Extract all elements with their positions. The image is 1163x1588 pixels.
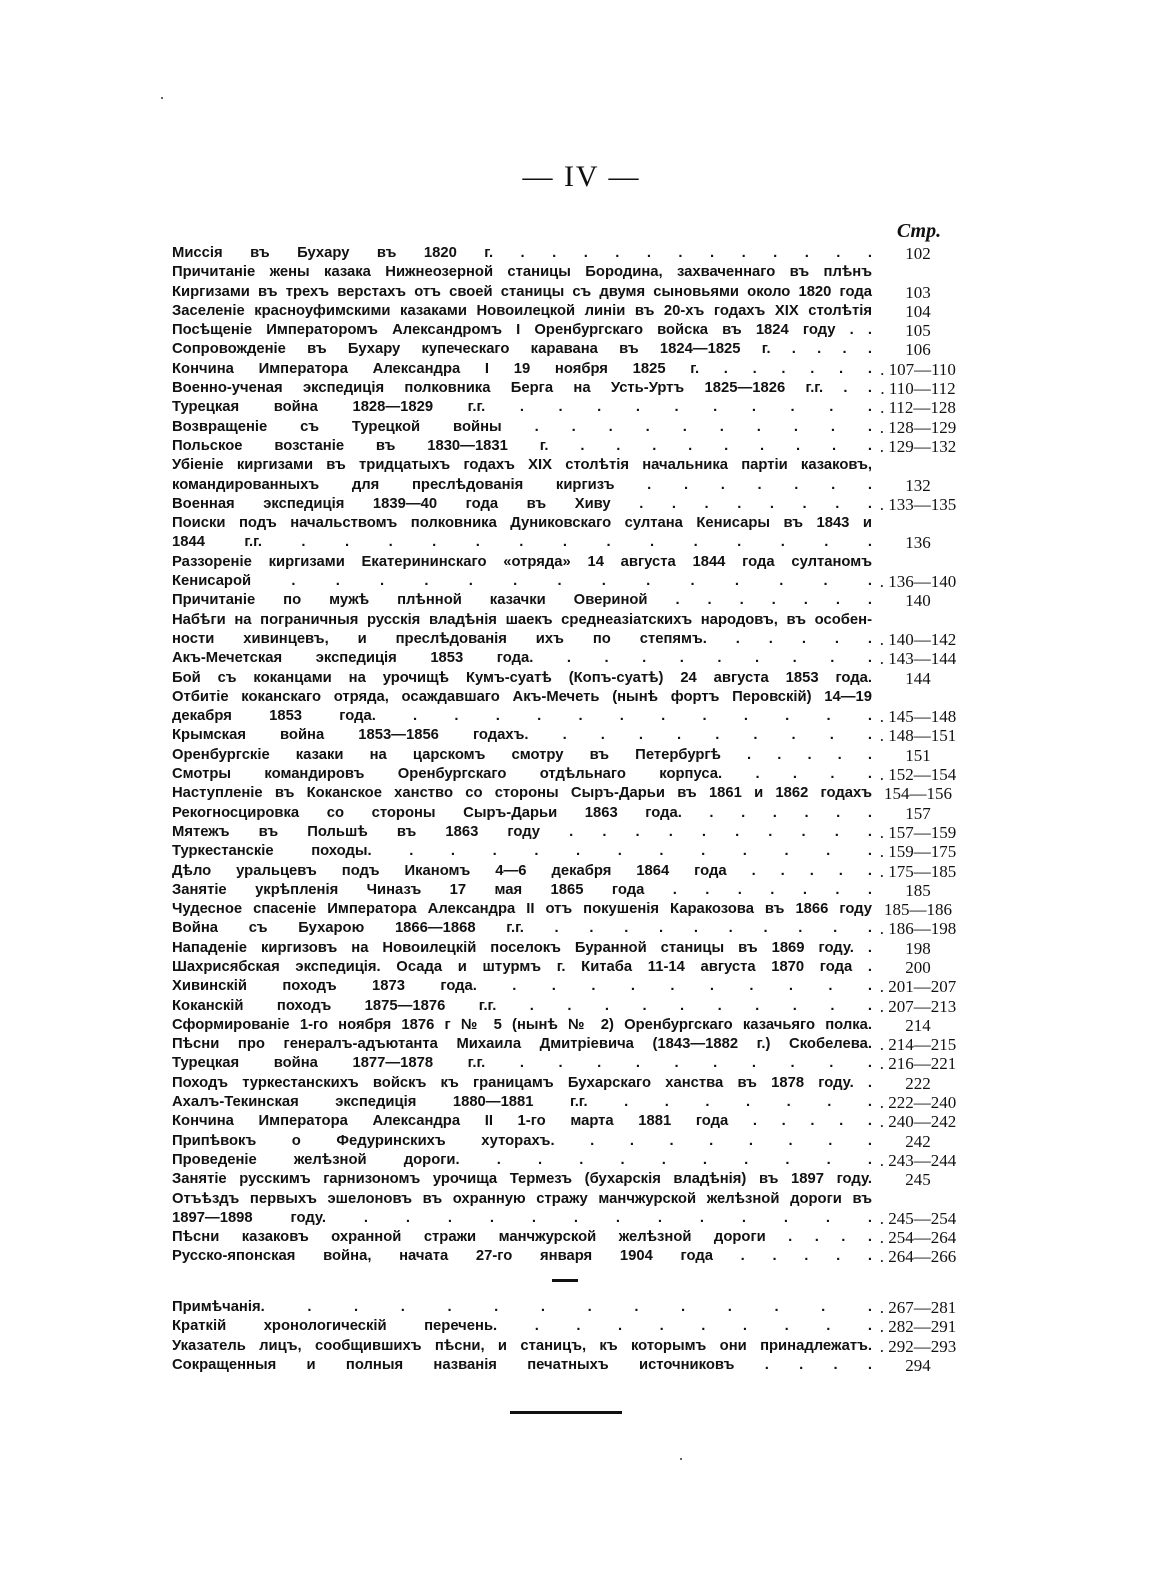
toc-entry-page: 132: [905, 475, 931, 495]
toc-entry-title: Проведеніе желѣзной дороги. . . . . . . . . . .: [172, 1151, 872, 1168]
toc-entry-page: . 282—291: [879, 1317, 957, 1337]
toc-entry: [172, 1317, 964, 1336]
toc-entry-page: . 148—151: [879, 726, 957, 746]
toc-entry-title: Коканскій походъ 1875—1876 г.г. . . . . . . . . . .: [172, 997, 872, 1014]
toc-entry-page: . 175—185: [879, 861, 957, 881]
toc-entry-page: . 133—135: [879, 494, 957, 514]
toc-entry-title: Заселеніе красноуфимскими казаками Новоилецкой линіи въ 20-хъ годахъ XIX столѣтія: [172, 302, 872, 319]
toc-entry: [172, 900, 964, 919]
toc-entry-title: Шахрисябская экспедиція. Осада и штурмъ г. Китаба 11-14 августа 1870 года .: [172, 958, 872, 975]
page-column-header: Стр.: [896, 220, 942, 242]
toc-entry-page: 154—156: [884, 784, 952, 804]
toc-entry-page: . 129—132: [879, 436, 957, 456]
toc-entry-page: 104: [905, 301, 931, 321]
toc-entry-title: Причитаніе жены казака Нижнеозерной станицы Бородина, захваченнаго въ плѣнъ: [172, 264, 872, 281]
toc-entry-title: Указатель лицъ, сообщившихъ пѣсни, и станицъ, къ которымъ они принадлежатъ.: [172, 1337, 872, 1354]
toc-entry: [172, 842, 964, 861]
toc-entry-page: 105: [905, 321, 931, 341]
toc-entry-title: ности хивинцевъ, и преслѣдованія ихъ по степямъ. . . . . .: [172, 630, 872, 647]
toc-entry: [172, 263, 964, 282]
speck-mark: [161, 97, 163, 99]
toc-entry-page: 140: [905, 591, 931, 611]
toc-entry-page: . 245—254: [879, 1208, 957, 1228]
toc-entry-title: Походъ туркестанскихъ войскъ къ границамъ Бухарскаго ханства въ 1878 году. .: [172, 1074, 872, 1091]
toc-entry-title: Бой съ коканцами на урочищѣ Кумъ-суатѣ (Копъ-суатѣ) 24 августа 1853 года.: [172, 669, 872, 686]
toc-entry-page: . 240—242: [879, 1112, 957, 1132]
toc-entry-title: Отъѣздъ первыхъ эшелоновъ въ охранную стражу манчжурской желѣзной дороги въ: [172, 1190, 872, 1207]
toc-entry: [172, 1093, 964, 1112]
toc-entry: [172, 1112, 964, 1131]
toc-entry-title: Сокращенныя и полныя названія печатныхъ источниковъ . . . .: [172, 1356, 872, 1373]
toc-entry-title: Русско-японская война, начата 27-го января 1904 года . . . . .: [172, 1248, 872, 1265]
toc-entry: [172, 823, 964, 842]
toc-entry-title: Туркестанскіе походы. . . . . . . . . . . . .: [172, 843, 872, 860]
toc-entry-title: Нападеніе киргизовъ на Новоилецкій поселокъ Буранной станицы въ 1869 году. .: [172, 939, 872, 956]
toc-entry-page: . 110—112: [880, 379, 956, 399]
toc-entry-page: . 243—244: [879, 1150, 957, 1170]
toc-entry: [172, 553, 964, 572]
toc-entry: [172, 1035, 964, 1054]
toc-entry-title: Пѣсни казаковъ охранной стражи манчжурской желѣзной дороги . . . .: [172, 1229, 872, 1246]
toc-entry: [172, 321, 964, 340]
page-number: — IV —: [522, 160, 641, 193]
toc-entry-title: Сформированіе 1-го ноября 1876 г № 5 (нынѣ № 2) Оренбургскаго казачьяго полка.: [172, 1016, 872, 1033]
toc-entry-title: декабря 1853 года. . . . . . . . . . . . .: [172, 708, 872, 725]
toc-entry-title: Киргизами въ трехъ верстахъ отъ своей станицы съ двумя сыновьями около 1820 года: [172, 283, 872, 300]
toc-entry-title: Смотры командировъ Оренбургскаго отдѣльнаго корпуса. . . . .: [172, 766, 872, 783]
toc-entry-page: . 186—198: [879, 919, 957, 939]
toc-entry: [172, 765, 964, 784]
toc-entry-title: Кончина Императора Александра I 19 ноября 1825 г. . . . . . .: [172, 360, 872, 377]
toc-entry-title: Убіеніе киргизами въ тридцатыхъ годахъ XIX столѣтія начальника партіи казаковъ,: [172, 457, 872, 474]
toc-entry: [172, 1356, 964, 1375]
toc-entry-title: Крымская война 1853—1856 годахъ. . . . . . . . . .: [172, 727, 872, 744]
toc-entry-page: 294: [905, 1355, 931, 1375]
toc-entry-title: Посѣщеніе Императоромъ Александромъ I Оренбургскаго войска въ 1824 году . .: [172, 322, 872, 339]
toc-entry-page: 185: [905, 880, 931, 900]
toc-entry: [172, 495, 964, 514]
toc-entry: [172, 977, 964, 996]
toc-entry: [172, 283, 964, 302]
toc-entry-title: Раззореніе киргизами Екатерининскаго «отряда» 14 августа 1844 года султаномъ: [172, 553, 872, 570]
toc-entry-title: Польское возстаніе въ 1830—1831 г. . . . . . . . . .: [172, 437, 872, 454]
toc-entry-page: . 107—110: [880, 359, 956, 379]
toc-entry-title: Ахалъ-Текинская экспедиція 1880—1881 г.г. . . . . . . .: [172, 1094, 872, 1111]
toc-entry-page: 106: [905, 340, 931, 360]
toc-entry-page: . 157—159: [879, 822, 957, 842]
toc-entry: [172, 1074, 964, 1093]
toc-entry-page: 157: [905, 803, 931, 823]
toc-entry: [172, 726, 964, 745]
toc-entry-page: . 264—266: [879, 1247, 957, 1267]
toc-entry-title: Военная экспедиція 1839—40 года въ Хиву . . . . . . . .: [172, 495, 872, 512]
toc-entry: [172, 881, 964, 900]
toc-entry-page: . 159—175: [879, 842, 957, 862]
toc-entry-page: 136: [905, 533, 931, 553]
toc-entry: [172, 379, 964, 398]
toc-entry-title: командированныхъ для преслѣдованія киргизъ . . . . . . .: [172, 476, 872, 493]
toc-entry-title: Рекогносцировка со стороны Сыръ-Дарьи 1863 года. . . . . . .: [172, 804, 872, 821]
toc-entry: [172, 1016, 964, 1035]
toc-entry: [172, 1209, 964, 1228]
toc-entry-title: Мятежъ въ Польшѣ въ 1863 году . . . . . . . . . .: [172, 823, 872, 840]
toc-entry: [172, 958, 964, 977]
toc-entry-title: Сопровожденіе въ Бухару купеческаго каравана въ 1824—1825 г. . . . .: [172, 341, 872, 358]
toc-entry: [172, 1170, 964, 1189]
toc-entry-title: Военно-ученая экспедиція полковника Берга на Усть-Уртъ 1825—1826 г.г. . .: [172, 380, 872, 397]
toc-entry: [172, 1151, 964, 1170]
section-divider: [552, 1279, 578, 1282]
toc-entry-title: Возвращеніе съ Турецкой войны . . . . . . . . . .: [172, 418, 872, 435]
toc-entry-title: 1844 г.г. . . . . . . . . . . . . . .: [172, 534, 872, 551]
toc-entry: [172, 244, 964, 263]
toc-entry-title: Пѣсни про генералъ-адъютанта Михаила Дмитріевича (1843—1882 г.) Скобелева.: [172, 1036, 872, 1053]
toc-entry-title: Кенисарой . . . . . . . . . . . . . .: [172, 573, 872, 590]
toc-entry-title: Причитаніе по мужѣ плѣнной казачки Овериной . . . . . . .: [172, 592, 872, 609]
toc-entry-title: Дѣло уральцевъ подъ Иканомъ 4—6 декабря 1864 года . . . . .: [172, 862, 872, 879]
toc-entry-page: . 140—142: [879, 629, 957, 649]
toc-entry: [172, 939, 964, 958]
toc-entry: [172, 418, 964, 437]
toc-entry-title: Война съ Бухарою 1866—1868 г.г. . . . . . . . . . .: [172, 920, 872, 937]
toc-entry-page: . 214—215: [879, 1035, 957, 1055]
toc-entry-title: 1897—1898 году. . . . . . . . . . . . . .: [172, 1209, 872, 1226]
toc-entry: [172, 1190, 964, 1209]
toc-entry: [172, 707, 964, 726]
toc-entry-page: . 143—144: [879, 649, 957, 669]
toc-entry: [172, 1228, 964, 1247]
toc-entry-page: . 267—281: [879, 1298, 957, 1317]
toc-entry: [172, 630, 964, 649]
toc-entry: [172, 919, 964, 938]
toc-entry-page: . 292—293: [879, 1336, 957, 1356]
speck-mark: [680, 1458, 682, 1460]
toc-entry: [172, 302, 964, 321]
toc-entry-title: Турецкая война 1828—1829 г.г. . . . . . . . . . .: [172, 399, 872, 416]
toc-entry: [172, 1298, 964, 1317]
toc-entry: [172, 514, 964, 533]
toc-entry-page: 222: [905, 1073, 931, 1093]
toc-entry-page: . 152—154: [879, 765, 957, 785]
toc-entry: [172, 1054, 964, 1073]
toc-entry: [172, 437, 964, 456]
toc-entry-page: 144: [905, 668, 931, 688]
toc-entry-title: Турецкая война 1877—1878 г.г. . . . . . . . . . .: [172, 1055, 872, 1072]
toc-entry-title: Миссія въ Бухару въ 1820 г. . . . . . . . . . . . .: [172, 245, 872, 261]
toc-entry-page: . 222—240: [879, 1093, 957, 1113]
toc-entry-page: 214: [905, 1015, 931, 1035]
toc-entry-title: Краткій хронологическій перечень. . . . . . . . . .: [172, 1318, 872, 1335]
toc-entry-page: . 112—128: [880, 398, 956, 418]
toc-entry-page: 185—186: [884, 900, 952, 920]
toc-entry-title: Поиски подъ начальствомъ полковника Дуниковскаго султана Кенисары въ 1843 и: [172, 515, 872, 532]
toc-entry-title: Набѣги на пограничныя русскія владѣнія шаекъ среднеазіатскихъ народовъ, въ особен-: [172, 611, 872, 628]
toc-entry: [172, 804, 964, 823]
toc-entry: [172, 476, 964, 495]
toc-entry: [172, 1132, 964, 1151]
toc-entry-page: 102: [905, 244, 931, 263]
toc-entry-page: 245: [905, 1170, 931, 1190]
toc-entry: [172, 746, 964, 765]
toc-entry-page: . 145—148: [879, 707, 957, 727]
toc-entry: [172, 456, 964, 475]
toc-entry: [172, 997, 964, 1016]
toc-entry-title: Хивинскій походъ 1873 года. . . . . . . . . . .: [172, 978, 872, 995]
toc-entry-page: 200: [905, 957, 931, 977]
toc-entry: [172, 784, 964, 803]
toc-entry-title: Отбитіе коканскаго отряда, осаждавшаго Акъ-Мечеть (нынѣ фортъ Перовскій) 14—19: [172, 688, 872, 705]
toc-entry-title: Оренбургскіе казаки на царскомъ смотру въ Петербургѣ . . . . .: [172, 746, 872, 763]
toc-entry-page: . 254—264: [879, 1228, 957, 1248]
toc-entry-page: . 128—129: [879, 417, 957, 437]
toc-entry-title: Занятіе укрѣпленія Чиназъ 17 мая 1865 года . . . . . . .: [172, 881, 872, 898]
toc-entry: [172, 591, 964, 610]
toc-entry: [172, 1247, 964, 1266]
toc-entry-page: 103: [905, 282, 931, 302]
toc-entry-title: Акъ-Мечетская экспедиція 1853 года. . . . . . . . . .: [172, 650, 872, 667]
toc-entry-title: Кончина Императора Александра II 1-го марта 1881 года . . . . .: [172, 1113, 872, 1130]
toc-entry: [172, 649, 964, 668]
toc-entry-title: Припѣвокъ о Федуринскихъ хуторахъ. . . . . . . . .: [172, 1132, 872, 1149]
back-matter-list: [172, 1298, 964, 1375]
table-of-contents: [172, 244, 964, 1267]
toc-entry-title: Чудесное спасеніе Императора Александра II отъ покушенія Каракозова въ 1866 году: [172, 901, 872, 918]
toc-entry-page: . 201—207: [879, 977, 957, 997]
toc-entry-title: Наступленіе въ Коканское ханство со стороны Сыръ-Дарьи въ 1861 и 1862 годахъ: [172, 785, 872, 802]
toc-entry: [172, 340, 964, 359]
toc-entry: [172, 688, 964, 707]
toc-entry-page: 242: [905, 1131, 931, 1151]
toc-entry-title: Примѣчанія. . . . . . . . . . . . . .: [172, 1299, 872, 1315]
toc-entry-page: 151: [905, 745, 931, 765]
toc-entry: [172, 669, 964, 688]
toc-entry-page: . 216—221: [879, 1054, 957, 1074]
toc-entry: [172, 611, 964, 630]
toc-entry-title: Занятіе русскимъ гарнизономъ урочища Термезъ (бухарскія владѣнія) въ 1897 году.: [172, 1171, 872, 1188]
end-rule: [510, 1411, 622, 1414]
toc-entry-page: . 207—213: [879, 996, 957, 1016]
toc-entry: [172, 360, 964, 379]
toc-entry-page: . 136—140: [879, 572, 957, 592]
toc-entry: [172, 862, 964, 881]
toc-entry: [172, 533, 964, 552]
toc-entry: [172, 1337, 964, 1356]
toc-entry: [172, 572, 964, 591]
toc-entry: [172, 398, 964, 417]
toc-entry-page: 198: [905, 938, 931, 958]
